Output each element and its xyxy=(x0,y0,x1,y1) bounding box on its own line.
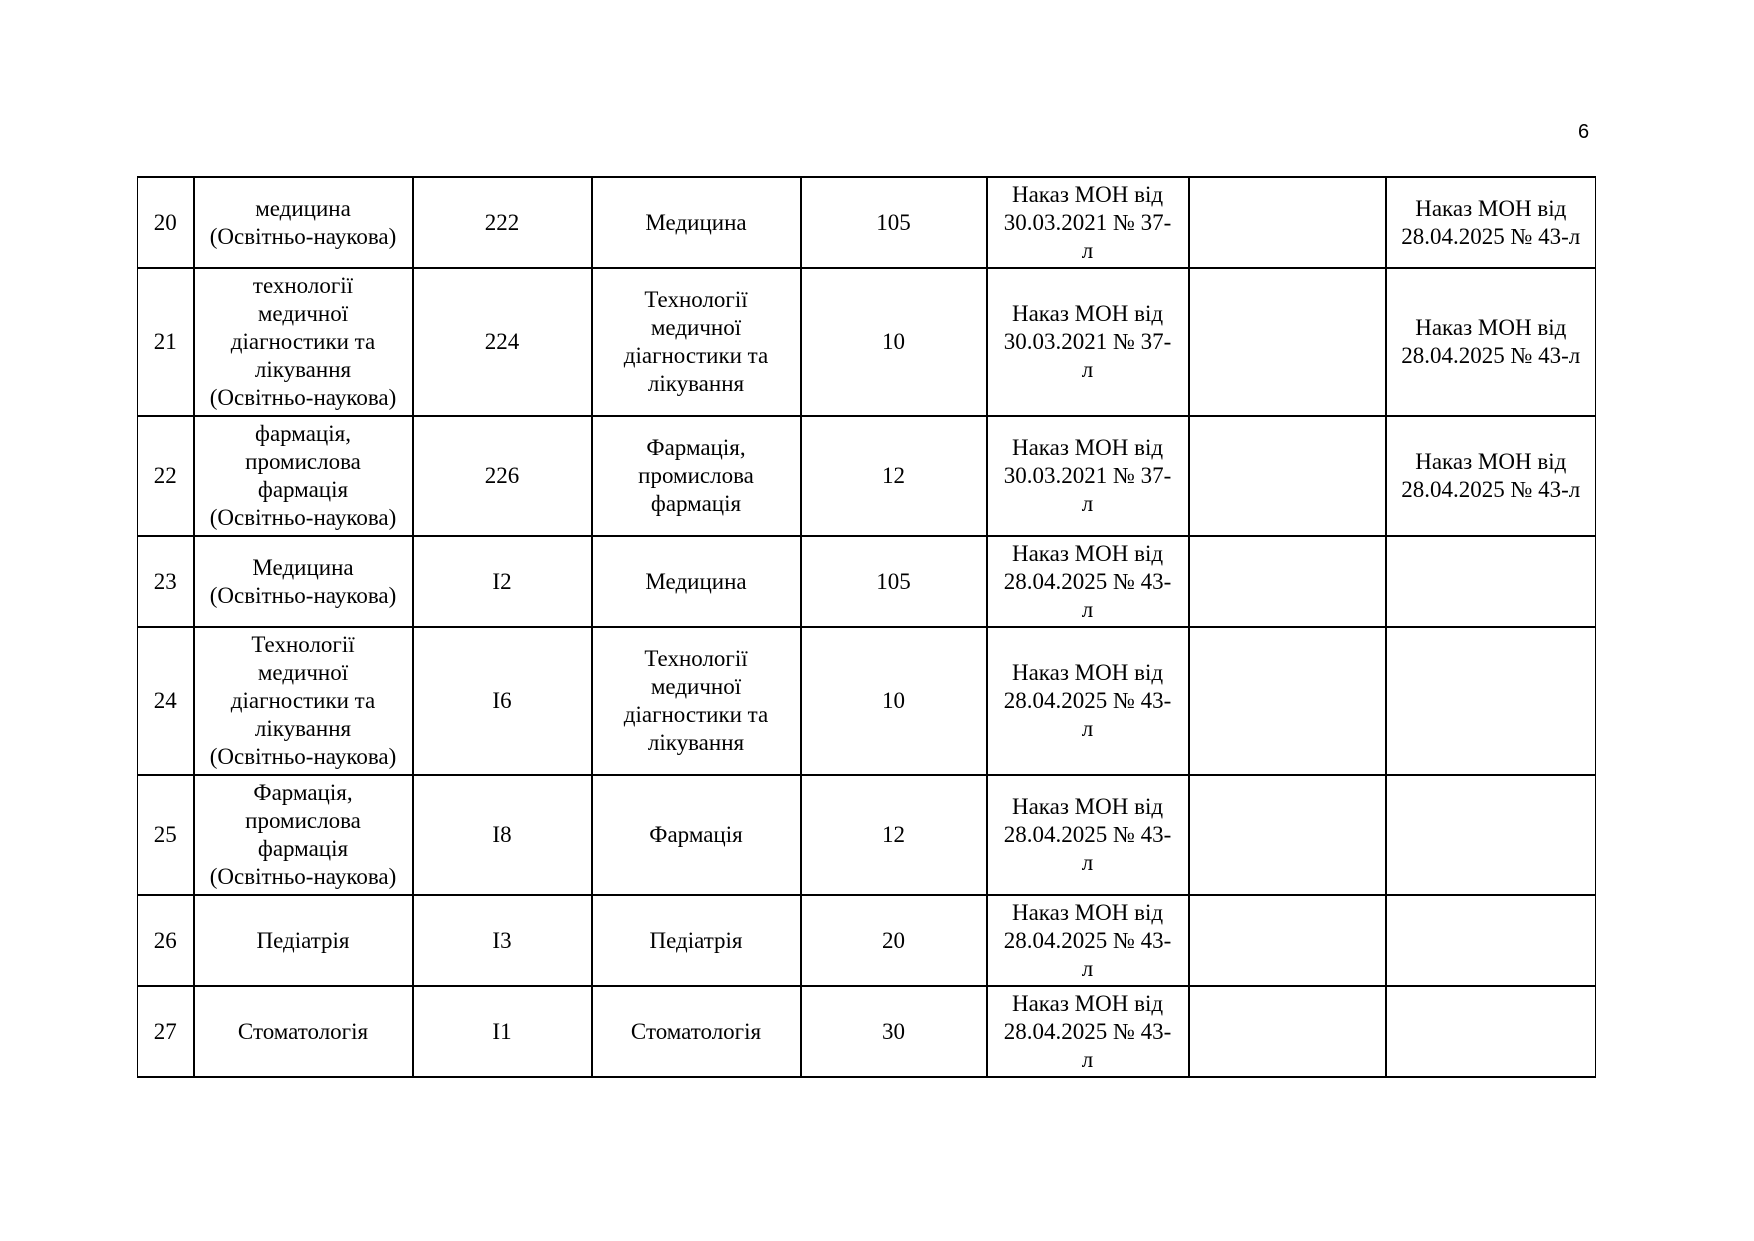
table-row xyxy=(138,627,1596,775)
order-2025-cell xyxy=(1386,986,1596,1077)
empty-cell xyxy=(1189,895,1386,986)
code-cell: 222 xyxy=(413,177,592,268)
specialty-cell: Технології медичної діагностики та лікування xyxy=(592,627,801,775)
row-number-cell: 27 xyxy=(138,986,194,1077)
table-body xyxy=(138,177,1596,1077)
specialty-cell: Технології медичної діагностики та лікування xyxy=(592,268,801,416)
table-row xyxy=(138,416,1596,536)
page-number: 6 xyxy=(1578,121,1590,143)
specialty-cell: Медицина xyxy=(592,536,801,627)
table-row xyxy=(138,895,1596,986)
order-cell: Наказ МОН від 28.04.2025 № 43- л xyxy=(987,775,1189,895)
row-number-cell: 22 xyxy=(138,416,194,536)
empty-cell xyxy=(1189,536,1386,627)
row-number-cell: 25 xyxy=(138,775,194,895)
code-cell: I3 xyxy=(413,895,592,986)
code-cell: I2 xyxy=(413,536,592,627)
row-number-cell: 21 xyxy=(138,268,194,416)
code-cell: I1 xyxy=(413,986,592,1077)
program-name-cell: технології медичної діагностики та лікування (Освітньо-наукова) xyxy=(194,268,413,416)
row-number-cell: 20 xyxy=(138,177,194,268)
specialty-cell: Стоматологія xyxy=(592,986,801,1077)
program-name-cell: медицина (Освітньо-наукова) xyxy=(194,177,413,268)
empty-cell xyxy=(1189,627,1386,775)
code-cell: I6 xyxy=(413,627,592,775)
table-row xyxy=(138,268,1596,416)
count-cell: 20 xyxy=(801,895,987,986)
code-cell: 224 xyxy=(413,268,592,416)
order-2025-cell xyxy=(1386,627,1596,775)
table-row xyxy=(138,177,1596,268)
count-cell: 30 xyxy=(801,986,987,1077)
count-cell: 12 xyxy=(801,416,987,536)
order-cell: Наказ МОН від 28.04.2025 № 43- л xyxy=(987,986,1189,1077)
row-number-cell: 26 xyxy=(138,895,194,986)
order-cell: Наказ МОН від 28.04.2025 № 43- л xyxy=(987,895,1189,986)
empty-cell xyxy=(1189,986,1386,1077)
program-name-cell: Фармація, промислова фармація (Освітньо-наукова) xyxy=(194,775,413,895)
order-cell: Наказ МОН від 30.03.2021 № 37- л xyxy=(987,416,1189,536)
order-cell: Наказ МОН від 30.03.2021 № 37- л xyxy=(987,177,1189,268)
program-name-cell: фармація, промислова фармація (Освітньо-наукова) xyxy=(194,416,413,536)
order-2025-cell xyxy=(1386,536,1596,627)
order-cell: Наказ МОН від 28.04.2025 № 43- л xyxy=(987,627,1189,775)
empty-cell xyxy=(1189,268,1386,416)
row-number-cell: 23 xyxy=(138,536,194,627)
count-cell: 10 xyxy=(801,627,987,775)
row-number-cell: 24 xyxy=(138,627,194,775)
count-cell: 10 xyxy=(801,268,987,416)
table-row xyxy=(138,775,1596,895)
count-cell: 105 xyxy=(801,536,987,627)
table-row xyxy=(138,986,1596,1077)
order-2025-cell xyxy=(1386,775,1596,895)
order-cell: Наказ МОН від 28.04.2025 № 43- л xyxy=(987,536,1189,627)
program-name-cell: Стоматологія xyxy=(194,986,413,1077)
specialty-cell: Фармація xyxy=(592,775,801,895)
code-cell: 226 xyxy=(413,416,592,536)
empty-cell xyxy=(1189,416,1386,536)
specialty-cell: Медицина xyxy=(592,177,801,268)
program-name-cell: Технології медичної діагностики та лікування (Освітньо-наукова) xyxy=(194,627,413,775)
code-cell: I8 xyxy=(413,775,592,895)
specialty-cell: Педіатрія xyxy=(592,895,801,986)
order-2025-cell: Наказ МОН від 28.04.2025 № 43-л xyxy=(1386,177,1596,268)
empty-cell xyxy=(1189,177,1386,268)
order-2025-cell xyxy=(1386,895,1596,986)
count-cell: 12 xyxy=(801,775,987,895)
table-row xyxy=(138,536,1596,627)
specialty-cell: Фармація, промислова фармація xyxy=(592,416,801,536)
order-cell: Наказ МОН від 30.03.2021 № 37- л xyxy=(987,268,1189,416)
program-name-cell: Медицина (Освітньо-наукова) xyxy=(194,536,413,627)
order-2025-cell: Наказ МОН від 28.04.2025 № 43-л xyxy=(1386,268,1596,416)
empty-cell xyxy=(1189,775,1386,895)
document-table xyxy=(137,176,1596,1078)
order-2025-cell: Наказ МОН від 28.04.2025 № 43-л xyxy=(1386,416,1596,536)
count-cell: 105 xyxy=(801,177,987,268)
program-name-cell: Педіатрія xyxy=(194,895,413,986)
